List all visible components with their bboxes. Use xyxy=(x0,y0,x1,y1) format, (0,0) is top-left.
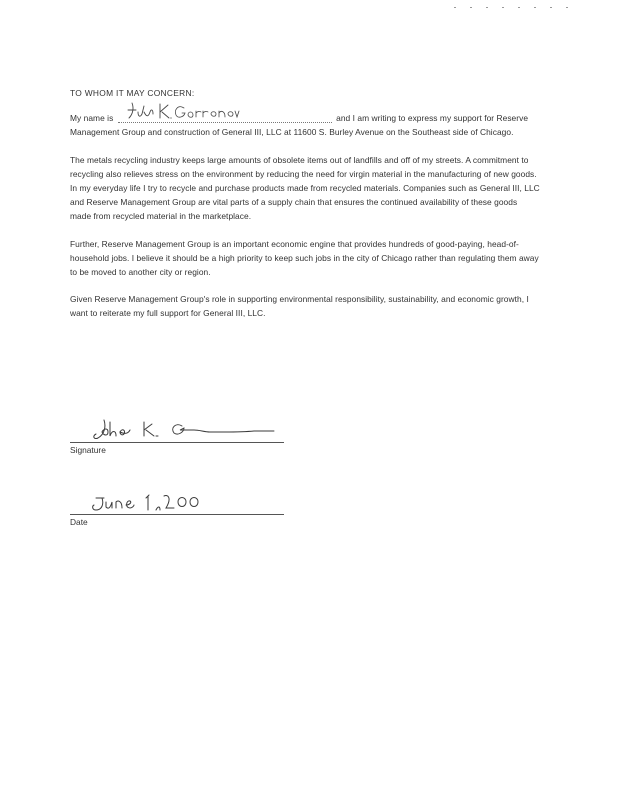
intro-prefix: My name is xyxy=(70,113,114,124)
handwritten-name-field xyxy=(118,110,332,123)
date-block xyxy=(70,490,290,527)
handwritten-date-image xyxy=(74,490,284,514)
handwritten-name-image xyxy=(124,100,254,122)
salutation: TO WHOM IT MAY CONCERN: xyxy=(70,88,195,98)
date-label: Date xyxy=(70,517,88,527)
closing-paragraph: Given Reserve Management Group's role in supporting environmental responsibility, sustainability, and economic growth, I want to reiterate my full support for General III, LLC. xyxy=(70,294,529,319)
fax-header-marks xyxy=(454,4,604,10)
signature-block xyxy=(70,418,290,455)
handwritten-signature-image xyxy=(74,418,284,442)
signature-label: Signature xyxy=(70,445,106,455)
signature-line xyxy=(70,418,284,443)
intro-paragraph xyxy=(70,110,540,139)
date-line xyxy=(70,490,284,515)
jobs-paragraph: Further, Reserve Management Group is an important economic engine that provides hundreds of good-paying, head-of-household jobs. I believe it should be a high priority to keep such jobs in the city of Chicago rather than regulating them away to be moved to another city or region. xyxy=(70,238,539,278)
letter-body xyxy=(70,86,540,334)
intro-suffix: and I am writing to express my support for Reserve Management Group and construction of General III, LLC at 11600 S. Burley Avenue on the Southeast side of Chicago. xyxy=(70,113,529,138)
recycling-paragraph: The metals recycling industry keeps large amounts of obsolete items out of landfills and off of my streets. A commitment to recycling also relieves stress on the environment by reducing the need for virgin material in the manufacturing of new goods. In my everyday life I try to recycle and purchase products made from recycled materials. Companies such as General III, LLC and Reserve Management Group are vital parts of a supply chain that ensures the continued availability of these goods made from recycled material in the marketplace. xyxy=(70,154,540,222)
